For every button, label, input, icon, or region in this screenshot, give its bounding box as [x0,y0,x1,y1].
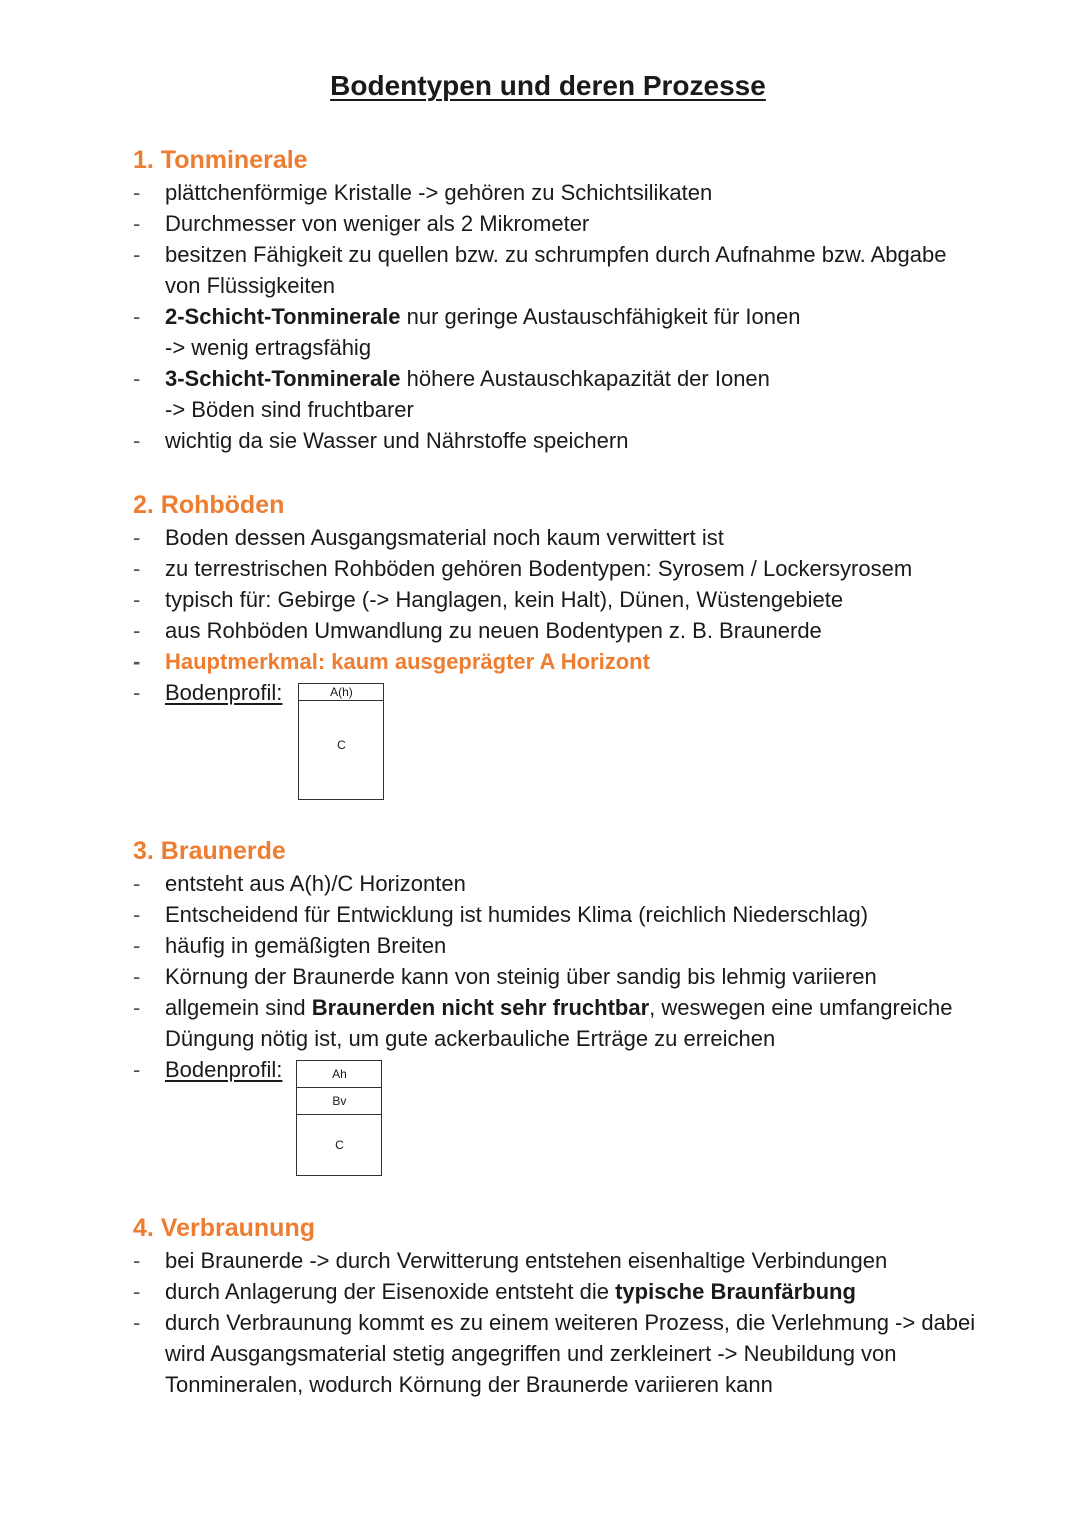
item-text: nur geringe Austauschfähigkeit für Ionen [400,304,801,329]
list-item: - häufig in gemäßigten Breiten [133,930,952,961]
list-item: - Boden dessen Ausgangsmaterial noch kaum verwittert ist [133,522,912,553]
list-item [133,1276,975,1307]
list-item: - Durchmesser von weniger als 2 Mikrometer [133,208,946,239]
item-text: allgemein sind [165,995,312,1020]
bullet-list [133,1245,975,1400]
section-verbraunung [133,1211,975,1400]
list-item: - Entscheidend für Entwicklung ist humides Klima (reichlich Niederschlag) [133,899,952,930]
section-tonminerale [133,143,946,456]
list-item: - bei Braunerde -> durch Verwitterung entstehen eisenhaltige Verbindungen [133,1245,975,1276]
item-text: Tonmineralen, wodurch Körnung der Braunerde variieren kann [165,1372,773,1397]
item-text: durch Anlagerung der Eisenoxide entsteht die [165,1279,616,1304]
soil-profile-row [165,677,912,800]
list-item [133,1054,952,1176]
list-item: - aus Rohböden Umwandlung zu neuen Bodentypen z. B. Braunerde [133,615,912,646]
list-item [133,363,946,425]
horizon-ah: Ah [297,1061,381,1088]
list-item: - zu terrestrischen Rohböden gehören Bodentypen: Syrosem / Lockersyrosem [133,553,912,584]
horizon-bv: Bv [297,1088,381,1115]
list-item: - Körnung der Braunerde kann von steinig über sandig bis lehmig variieren [133,961,952,992]
list-item: - plättchenförmige Kristalle -> gehören zu Schichtsilikaten [133,177,946,208]
list-item: - entsteht aus A(h)/C Horizonten [133,868,952,899]
item-text: besitzen Fähigkeit zu quellen bzw. zu schrumpfen durch Aufnahme bzw. Abgabe [165,242,947,267]
list-item [133,301,946,363]
section-heading: 2. Rohböden [133,491,285,519]
bold-term: typische Braunfärbung [615,1279,856,1304]
item-text: -> wenig ertragsfähig [165,335,372,360]
list-item [133,992,952,1054]
bullet-list [133,522,912,800]
page-title: Bodentypen und deren Prozesse [330,70,766,101]
item-text: durch Verbraunung kommt es zu einem weiteren Prozess, die Verlehmung -> dabei [165,1310,976,1335]
horizon-c: C [337,738,346,752]
bold-term: 2-Schicht-Tonminerale [165,304,401,329]
horizon-c: C [335,1138,344,1152]
soil-profile-diagram [298,683,384,800]
soil-profile-diagram [296,1060,382,1176]
horizon-ah: A(h) [299,684,383,701]
profile-label: - Bodenprofil: [165,1057,283,1082]
item-text: Düngung nötig ist, um gute ackerbauliche Erträge zu erreichen [165,1026,776,1051]
item-text: wird Ausgangsmaterial stetig angegriffen und zerkleinert -> Neubildung von [165,1341,897,1366]
bullet-list [133,177,946,456]
section-heading: 4. Verbraunung [133,1214,315,1242]
section-rohboeden [133,488,912,800]
bullet-list [133,868,952,1176]
bold-term: 3-Schicht-Tonminerale [165,366,401,391]
section-braunerde [133,834,952,1176]
soil-profile-row [165,1054,952,1176]
item-text: -> Böden sind fruchtbarer [165,397,414,422]
item-text: , weswegen eine umfangreiche [649,995,953,1020]
profile-label: - Bodenprofil: [165,680,283,705]
list-item [133,1307,975,1400]
list-item [133,677,912,800]
item-text: höhere Austauschkapazität der Ionen [400,366,770,391]
list-item [133,239,946,301]
section-heading: 3. Braunerde [133,837,286,865]
list-item: - Hauptmerkmal: kaum ausgeprägter A Horizont [133,646,912,677]
section-heading: 1. Tonminerale [133,146,308,174]
list-item: - wichtig da sie Wasser und Nährstoffe speichern [133,425,946,456]
bold-term: Braunerden nicht sehr fruchtbar [311,995,650,1020]
list-item: - typisch für: Gebirge (-> Hanglagen, kein Halt), Dünen, Wüstengebiete [133,584,912,615]
item-text: von Flüssigkeiten [165,273,335,298]
